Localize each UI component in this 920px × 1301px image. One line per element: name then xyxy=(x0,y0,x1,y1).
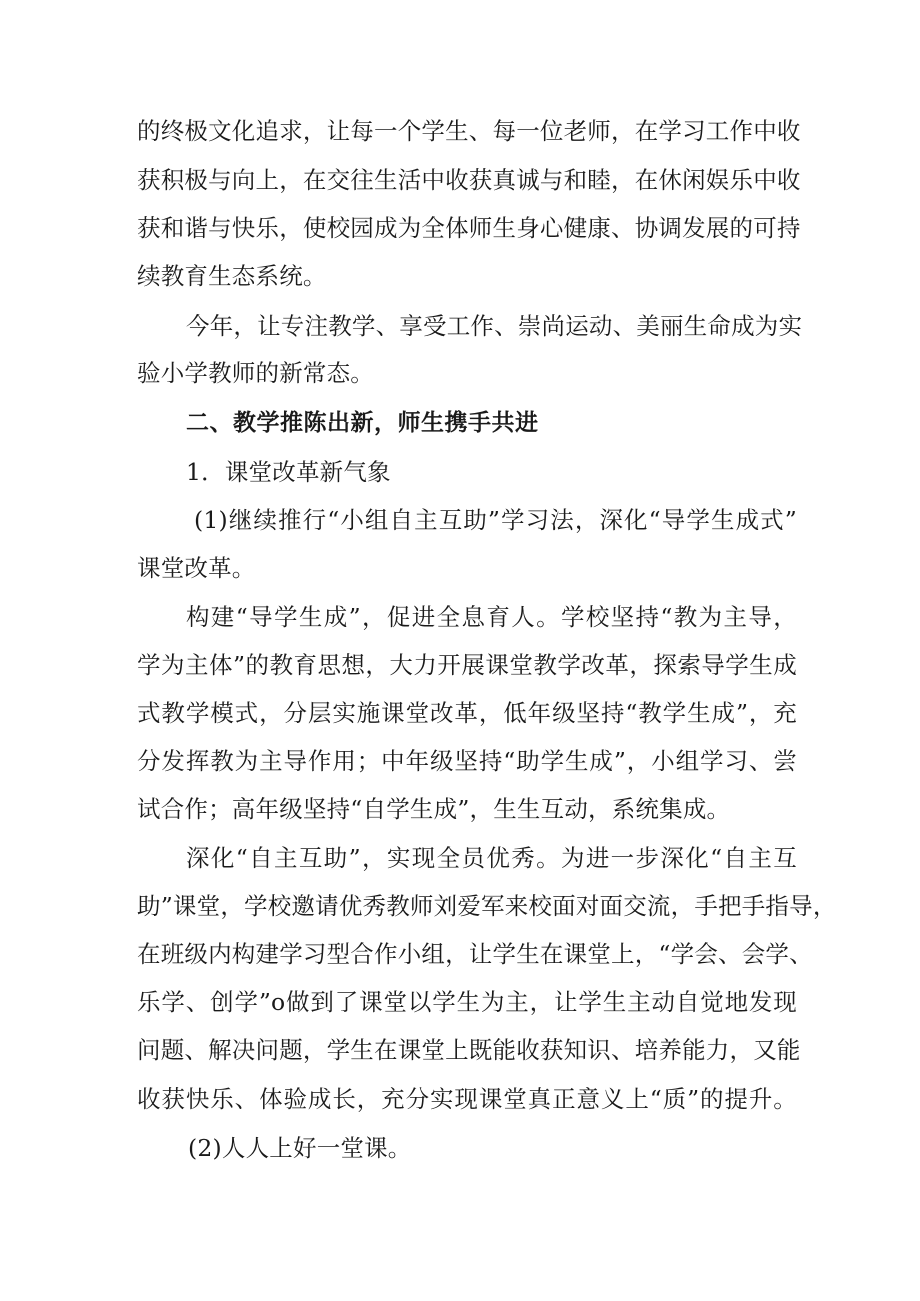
item-1-line-2: 课堂改革。 xyxy=(137,554,256,582)
paragraph-1-line-4: 续教育生态系统。 xyxy=(137,262,327,290)
paragraph-1-line-1: 的终极文化追求，让每一个学生、每一位老师，在学习工作中收 xyxy=(137,117,801,145)
paragraph-1-line-3: 获和谐与快乐，使校园成为全体师生身心健康、协调发展的可持 xyxy=(137,214,801,242)
section-heading: 二、教学推陈出新，师生携手共进 xyxy=(186,410,539,436)
subheading-1: 1．课堂改革新气象 xyxy=(186,458,391,486)
paragraph-4-line-5: 问题、解决问题，学生在课堂上既能收获知识、培养能力，又能 xyxy=(137,1036,801,1064)
item-2: (2)人人上好一堂课。 xyxy=(188,1134,412,1162)
paragraph-1-line-2: 获积极与向上，在交往生活中收获真诚与和睦，在休闲娱乐中收 xyxy=(137,166,801,194)
paragraph-4-line-3: 在班级内构建学习型合作小组，让学生在课堂上，“学会、会学、 xyxy=(137,940,813,968)
paragraph-3-line-4: 分发挥教为主导作用；中年级坚持“助学生成”，小组学习、尝 xyxy=(137,747,797,775)
paragraph-4-line-6: 收获快乐、体验成长，充分实现课堂真正意义上“质”的提升。 xyxy=(137,1085,797,1113)
paragraph-3-line-1: 构建“导学生成”，促进全息育人。学校坚持“教为主导， xyxy=(186,603,797,631)
paragraph-3-line-5: 试合作；高年级坚持“自学生成”，生生互动，系统集成。 xyxy=(137,795,731,823)
item-1-line-1: (1)继续推行“小组自主互助”学习法，深化“导学生成式” xyxy=(194,506,797,534)
paragraph-4-line-4: 乐学、创学”o做到了课堂以学生为主，让学生主动自觉地发现 xyxy=(137,988,797,1016)
paragraph-4-line-1: 深化“自主互助”，实现全员优秀。为进一步深化“自主互 xyxy=(186,844,797,872)
paragraph-2-line-2: 验小学教师的新常态。 xyxy=(137,359,374,387)
paragraph-2-line-1: 今年，让专注教学、享受工作、崇尚运动、美丽生命成为实 xyxy=(186,312,803,340)
paragraph-3-line-3: 式教学模式，分层实施课堂改革，低年级坚持“教学生成”，充 xyxy=(137,699,797,727)
paragraph-4-line-2: 助”课堂，学校邀请优秀教师刘爱军来校面对面交流，手把手指导， xyxy=(137,892,837,920)
paragraph-3-line-2: 学为主体”的教育思想，大力开展课堂教学改革，探索导学生成 xyxy=(137,651,797,679)
